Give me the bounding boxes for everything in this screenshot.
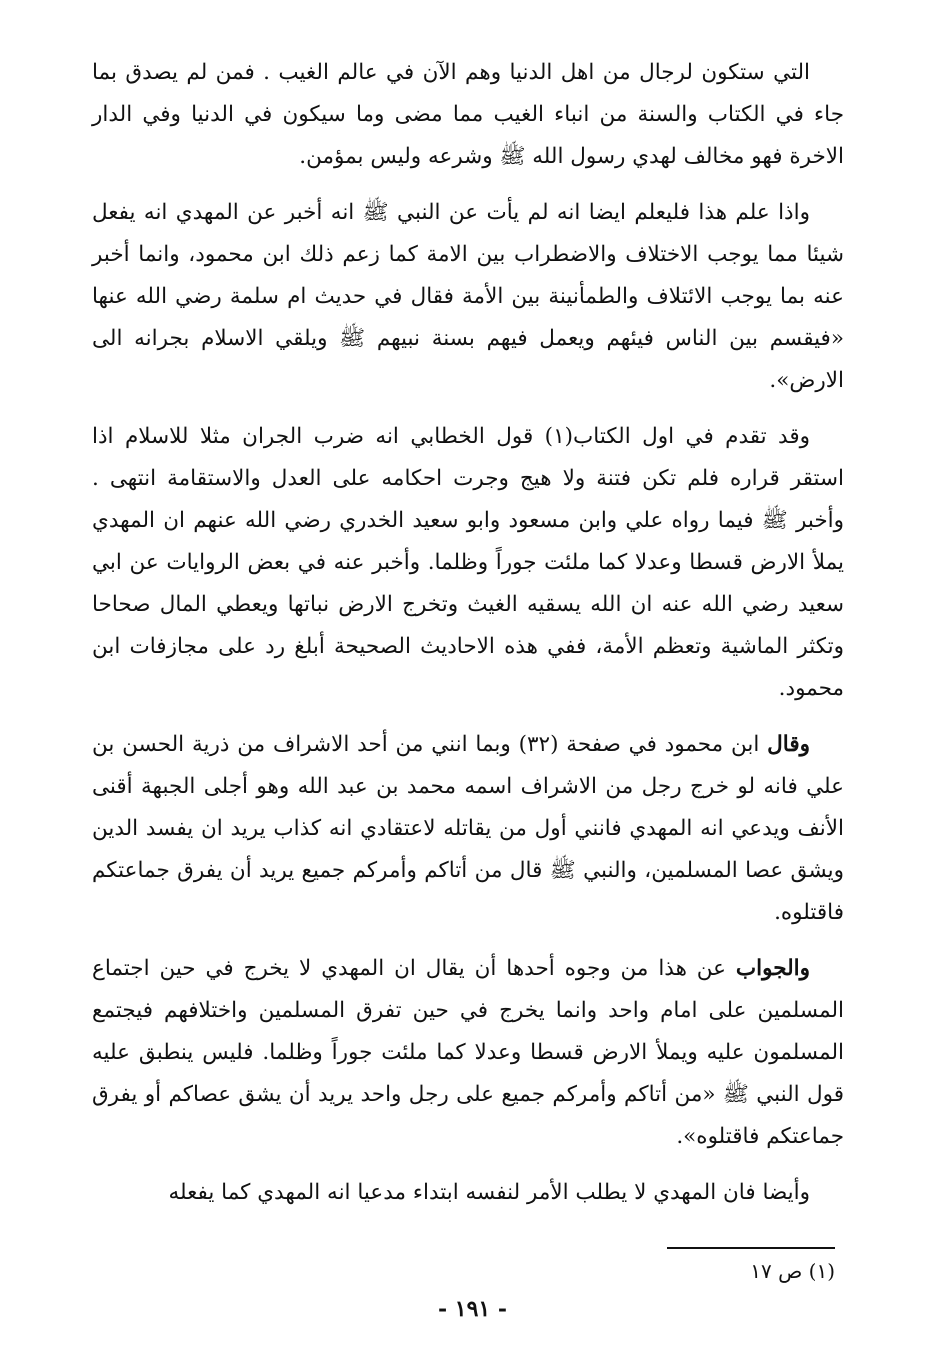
paragraph-5 (92, 948, 844, 1158)
paragraph-1 (92, 52, 844, 178)
paragraph-4-text: ابن محمود في صفحة (٣٢) وبما انني من أحد الاشراف من ذرية الحسن بن علي فانه لو خرج رجل من الاشراف اسمه محمد بن عبد الله وهو أجلى الجبهة أقنى الأنف ويدعي انه المهدي فانني أول من يقاتله لاعتقادي انه كذاب يريد ان يفسد الدين ويشق عصا المسلمين، والنبي ﷺ قال من أتاكم وأمركم جميع يريد أن يفرق جماعتكم فاقتلوه. (92, 732, 844, 925)
paragraph-4 (92, 724, 844, 934)
page-body (92, 52, 844, 1228)
footnote: (١) ص ١٧ (750, 1259, 835, 1283)
footnote-divider (667, 1247, 835, 1249)
page-number: - ١٩١ - (437, 1296, 508, 1322)
paragraph-3-text: وقد تقدم في اول الكتاب(١) قول الخطابي انه ضرب الجران مثلا للاسلام اذا استقر قراره فلم تكن فتنة ولا هيج وجرت احكامه على العدل والاستقامة انتهى . وأخبر ﷺ فيما رواه علي وابن مسعود وابو سعيد الخدري رضي الله عنهم ان المهدي يملأ الارض قسطا وعدلا كما ملئت جوراً وظلما. وأخبر عنه في بعض الروايات عن ابي سعيد رضي الله عنه ان الله يسقيه الغيث وتخرج الارض نباتها ويعطي المال صحاحا وتكثر الماشية وتعظم الأمة، ففي هذه الاحاديث الصحيحة أبلغ رد على مجازفات ابن محمود. (92, 424, 844, 701)
paragraph-3 (92, 416, 844, 710)
paragraph-5-lead: والجواب (735, 956, 810, 981)
paragraph-6-text: وأيضا فان المهدي لا يطلب الأمر لنفسه ابتداء مدعيا انه المهدي كما يفعله (168, 1180, 810, 1205)
paragraph-4-lead: وقال (767, 732, 810, 757)
paragraph-2-text: واذا علم هذا فليعلم ايضا انه لم يأت عن النبي ﷺ انه أخبر عن المهدي انه يفعل شيئا مما يوجب الاختلاف والاضطراب بين الامة كما زعم ذلك ابن محمود، وانما أخبر عنه بما يوجب الائتلاف والطمأنينة بين الأمة فقال في حديث ام سلمة رضي الله عنها «فيقسم بين الناس فيئهم ويعمل فيهم بسنة نبيهم ﷺ ويلقي الاسلام بجرانه الى الارض». (92, 200, 844, 393)
paragraph-6 (92, 1172, 844, 1214)
paragraph-2 (92, 192, 844, 402)
paragraph-5-text: عن هذا من وجوه أحدها أن يقال ان المهدي لا يخرج في حين اجتماع المسلمين على امام واحد وانما يخرج في حين تفرق المسلمين واختلافهم فيجتمع المسلمون عليه ويملأ الارض قسطا وعدلا كما ملئت جوراً وظلما. فليس ينطبق عليه قول النبي ﷺ «من أتاكم وأمركم جميع على رجل واحد يريد أن يشق عصاكم أو يفرق جماعتكم فاقتلوه». (92, 956, 844, 1149)
paragraph-1-text: التي ستكون لرجال من اهل الدنيا وهم الآن في عالم الغيب . فمن لم يصدق بما جاء في الكتاب والسنة من انباء الغيب مما مضى وما سيكون في الدنيا وفي الدار الاخرة فهو مخالف لهدي رسول الله ﷺ وشرعه وليس بمؤمن. (92, 60, 844, 169)
